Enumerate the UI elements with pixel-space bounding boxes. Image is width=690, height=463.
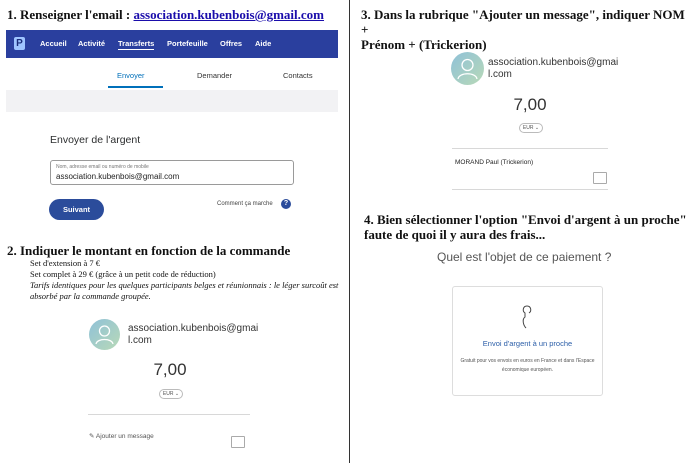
add-message-link[interactable]: ✎ Ajouter un message bbox=[89, 433, 154, 440]
tab-contacts[interactable]: Contacts bbox=[283, 71, 313, 80]
amount-value[interactable]: 7,00 bbox=[513, 95, 547, 114]
option-title: Envoi d'argent à un proche bbox=[482, 339, 573, 348]
tab-envoyer[interactable]: Envoyer bbox=[117, 71, 145, 80]
avatar bbox=[451, 52, 484, 85]
amount-value[interactable]: 7,00 bbox=[153, 360, 187, 379]
recipient-field-label: Nom, adresse email ou numéro de mobile bbox=[56, 164, 149, 170]
currency-select[interactable]: EUR ⌄ bbox=[519, 123, 543, 133]
nav-item-transferts[interactable]: Transferts bbox=[118, 39, 155, 48]
price-extension: Set d'extension à 7 € bbox=[30, 258, 100, 268]
divider bbox=[88, 414, 250, 415]
recipient-name: association.kubenbois@gmai l.com bbox=[128, 323, 259, 346]
chevron-down-icon: ⌄ bbox=[534, 125, 540, 131]
paypal-navbar bbox=[6, 30, 338, 58]
nav-item-offres[interactable]: Offres bbox=[220, 39, 243, 48]
gift-icon[interactable] bbox=[593, 172, 607, 184]
divider bbox=[452, 189, 608, 190]
help-icon[interactable]: ? bbox=[281, 199, 291, 209]
option-description: Gratuit pour vos envois en euros en France et dans l'Espace économique européen. bbox=[460, 358, 595, 373]
send-money-title: Envoyer de l'argent bbox=[50, 134, 141, 146]
nav-item-aide[interactable]: Aide bbox=[255, 39, 272, 48]
recipient-field[interactable] bbox=[50, 160, 294, 185]
recipient-field-value: association.kubenbois@gmail.com bbox=[56, 172, 180, 181]
how-it-works-link[interactable]: Comment ça marche bbox=[217, 201, 273, 207]
nav-item-accueil[interactable]: Accueil bbox=[40, 39, 67, 48]
step-2-details bbox=[30, 258, 340, 302]
paypal-logo-icon[interactable]: P bbox=[14, 37, 25, 50]
nav-item-activite[interactable]: Activité bbox=[78, 39, 106, 48]
step-3-heading: 3. Dans la rubrique "Ajouter un message", indiquer NOM + Prénom + (Trickerion) bbox=[361, 7, 685, 52]
column-divider bbox=[349, 0, 350, 463]
avatar bbox=[89, 319, 120, 350]
option-card-friends-family[interactable] bbox=[452, 286, 603, 396]
recipient-name: association.kubenbois@gmai l.com bbox=[488, 57, 619, 80]
email-link[interactable]: association.kubenbois@gmail.com bbox=[133, 7, 325, 22]
nav-item-portefeuille[interactable]: Portefeuille bbox=[167, 39, 208, 48]
price-complete: Set complet à 29 € (grâce à un petit code de réduction) bbox=[30, 269, 216, 279]
step-4-heading: 4. Bien sélectionner l'option "Envoi d'argent à un proche" faute de quoi il y aura des frais... bbox=[364, 212, 687, 242]
user-icon bbox=[451, 52, 484, 85]
transfer-subtabs bbox=[6, 62, 338, 88]
step-1-heading: 1. Renseigner l'email : association.kubenbois@gmail.com bbox=[7, 7, 325, 22]
grey-band bbox=[6, 90, 338, 112]
payment-purpose-question: Quel est l'objet de ce paiement ? bbox=[437, 250, 612, 264]
currency-select[interactable]: EUR ⌄ bbox=[159, 389, 183, 399]
step-2-heading: 2. Indiquer le montant en fonction de la commande bbox=[7, 243, 291, 258]
user-icon bbox=[89, 319, 120, 350]
price-note: Tarifs identiques pour les quelques participants belges et réunionnais : le léger surcoût est absorbé par la commande groupée. bbox=[30, 280, 339, 301]
tab-demander[interactable]: Demander bbox=[197, 71, 233, 80]
pencil-icon: ✎ bbox=[89, 433, 95, 440]
next-button[interactable]: Suivant bbox=[49, 199, 104, 220]
gift-icon[interactable] bbox=[231, 436, 245, 448]
active-tab-indicator bbox=[108, 86, 163, 88]
message-field[interactable]: MORAND Paul (Trickerion) bbox=[455, 159, 534, 166]
hand-heart-icon bbox=[517, 303, 537, 331]
divider bbox=[452, 148, 608, 149]
chevron-down-icon: ⌄ bbox=[174, 391, 180, 397]
